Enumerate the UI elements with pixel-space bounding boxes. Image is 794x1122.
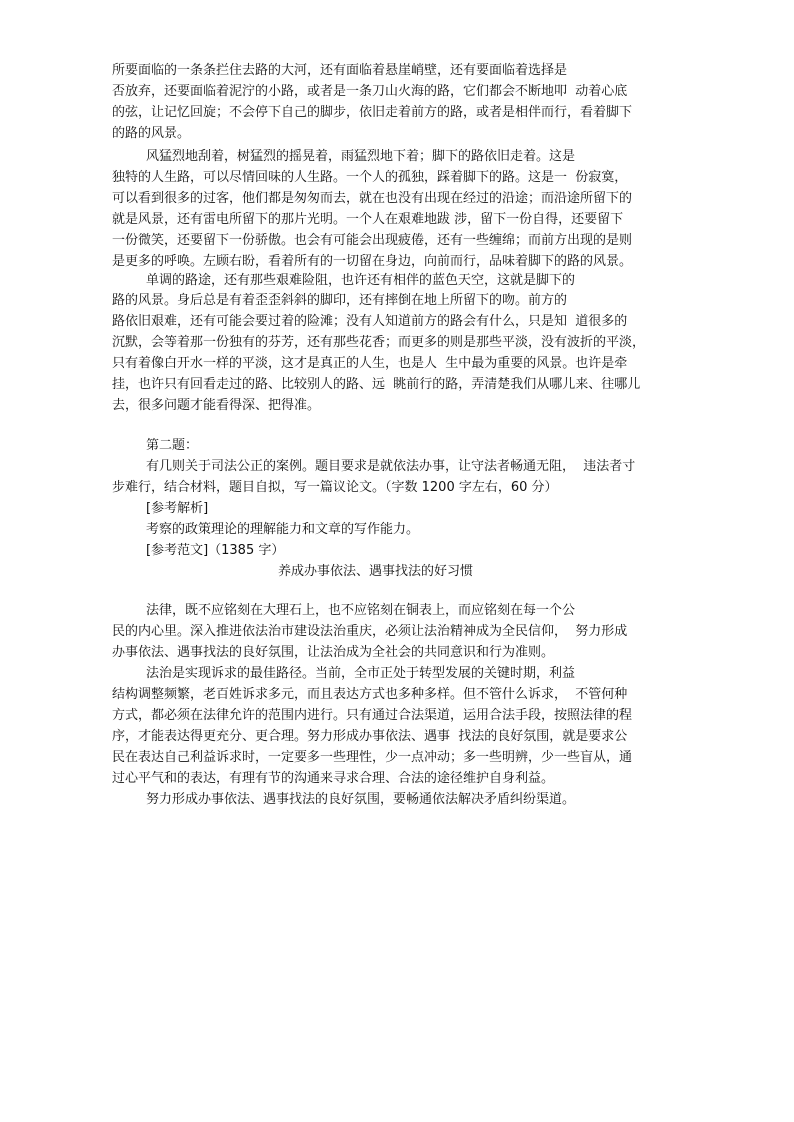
essay-title: 养成办事依法、遇事找法的好习惯 bbox=[278, 564, 474, 579]
section-heading: 第二题： bbox=[146, 438, 199, 453]
text-line: 有几则关于司法公正的案例。题目要求是就依法办事，让守法者畅通无阻， 违法者寸 bbox=[146, 459, 636, 474]
text-line: 单调的路途，还有那些艰难险阻，也许还有相伴的蓝色天空，这就是脚下的 bbox=[146, 273, 576, 288]
text-line: 过心平气和的表达，有理有节的沟通来寻求合理、合法的途径维护自身利益。 bbox=[112, 771, 555, 786]
text-line: 否放弃，还要面临着泥泞的小路，或者是一条刀山火海的路，它们都会不断地叩 动着心底 bbox=[112, 84, 628, 99]
text-line: 法律，既不应铭刻在大理石上，也不应铭刻在铜表上，而应铭刻在每一个公 bbox=[146, 603, 576, 618]
text-line: 结构调整频繁，老百姓诉求多元，而且表达方式也多种多样。但不管什么诉求， 不管何种 bbox=[112, 687, 628, 702]
text-line: 挂，也许只有回看走过的路、比较别人的路、远 眺前行的路，弄清楚我们从哪儿来、往哪儿 bbox=[112, 377, 641, 392]
text-line: 是更多的呼唤。左顾右盼，看着所有的一切留在身边，向前而行，品味着脚下的路的风景。 bbox=[112, 254, 633, 269]
text-line: [参考范文]（1385 字） bbox=[146, 543, 285, 558]
text-line: 考察的政策理论的理解能力和文章的写作能力。 bbox=[146, 522, 420, 537]
text-line: 独特的人生路，可以尽情回味的人生路。一个人的孤独，踩着脚下的路。这是一 份寂寞， bbox=[112, 170, 628, 185]
text-line: 民的内心里。深入推进依法治市建设法治重庆，必须让法治精神成为全民信仰， 努力形成 bbox=[112, 624, 628, 639]
text-line: 民在表达自己利益诉求时，一定要多一些理性，少一点冲动；多一些明辨，少一些盲从，通 bbox=[112, 750, 633, 765]
text-line: 可以看到很多的过客，他们都是匆匆而去，就在也没有出现在经过的沿途；而沿途所留下的 bbox=[112, 191, 633, 206]
text-line: 只有着像白开水一样的平淡，这才是真正的人生，也是人 生中最为重要的风景。也许是牵 bbox=[112, 356, 628, 371]
text-line: 路的风景。身后总是有着歪歪斜斜的脚印，还有摔倒在地上所留下的吻。前方的 bbox=[112, 293, 568, 308]
text-line: 沉默，会等着那一份独有的芬芳，还有那些花香；而更多的则是那些平淡，没有波折的平淡， bbox=[112, 335, 646, 350]
text-line: 步难行，结合材料，题目自拟，写一篇议论文。（字数 1200 字左右，60 分） bbox=[112, 480, 558, 495]
text-line: [参考解析] bbox=[146, 501, 209, 516]
text-line: 法治是实现诉求的最佳路径。当前，全市正处于转型发展的关键时期，利益 bbox=[146, 666, 576, 681]
text-line: 努力形成办事依法、遇事找法的良好氛围，要畅通依法解决矛盾纠纷渠道。 bbox=[146, 792, 576, 807]
text-line: 序，才能表达得更充分、更合理。努力形成办事依法、遇事 找法的良好氛围，就是要求公 bbox=[112, 729, 628, 744]
text-line: 风猛烈地刮着，树猛烈的摇晃着，雨猛烈地下着；脚下的路依旧走着。这是 bbox=[146, 149, 576, 164]
text-line: 一份微笑，还要留下一份骄傲。也会有可能会出现疲倦，还有一些缠绵；而前方出现的是则 bbox=[112, 233, 633, 248]
text-line: 去，很多问题才能看得深、把得准。 bbox=[112, 398, 321, 413]
text-line: 的弦，让记忆回旋；不会停下自己的脚步，依旧走着前方的路，或者是相伴而行，看着脚下 bbox=[112, 105, 633, 120]
text-line: 就是风景，还有雷电所留下的那片光明。一个人在艰难地跋 涉，留下一份自得，还要留下 bbox=[112, 212, 624, 227]
text-line: 办事依法、遇事找法的良好氛围，让法治成为全社会的共同意识和行为准则。 bbox=[112, 645, 555, 660]
text-line: 所要面临的一条条拦住去路的大河，还有面临着悬崖峭壁，还有要面临着选择是 bbox=[112, 63, 568, 78]
text-line: 方式，都必须在法律允许的范围内进行。只有通过合法渠道，运用合法手段，按照法律的程 bbox=[112, 708, 633, 723]
text-line: 的路的风景。 bbox=[112, 126, 191, 141]
text-line: 路依旧艰难，还有可能会要过着的险滩；没有人知道前方的路会有什么，只是知 道很多的 bbox=[112, 314, 628, 329]
